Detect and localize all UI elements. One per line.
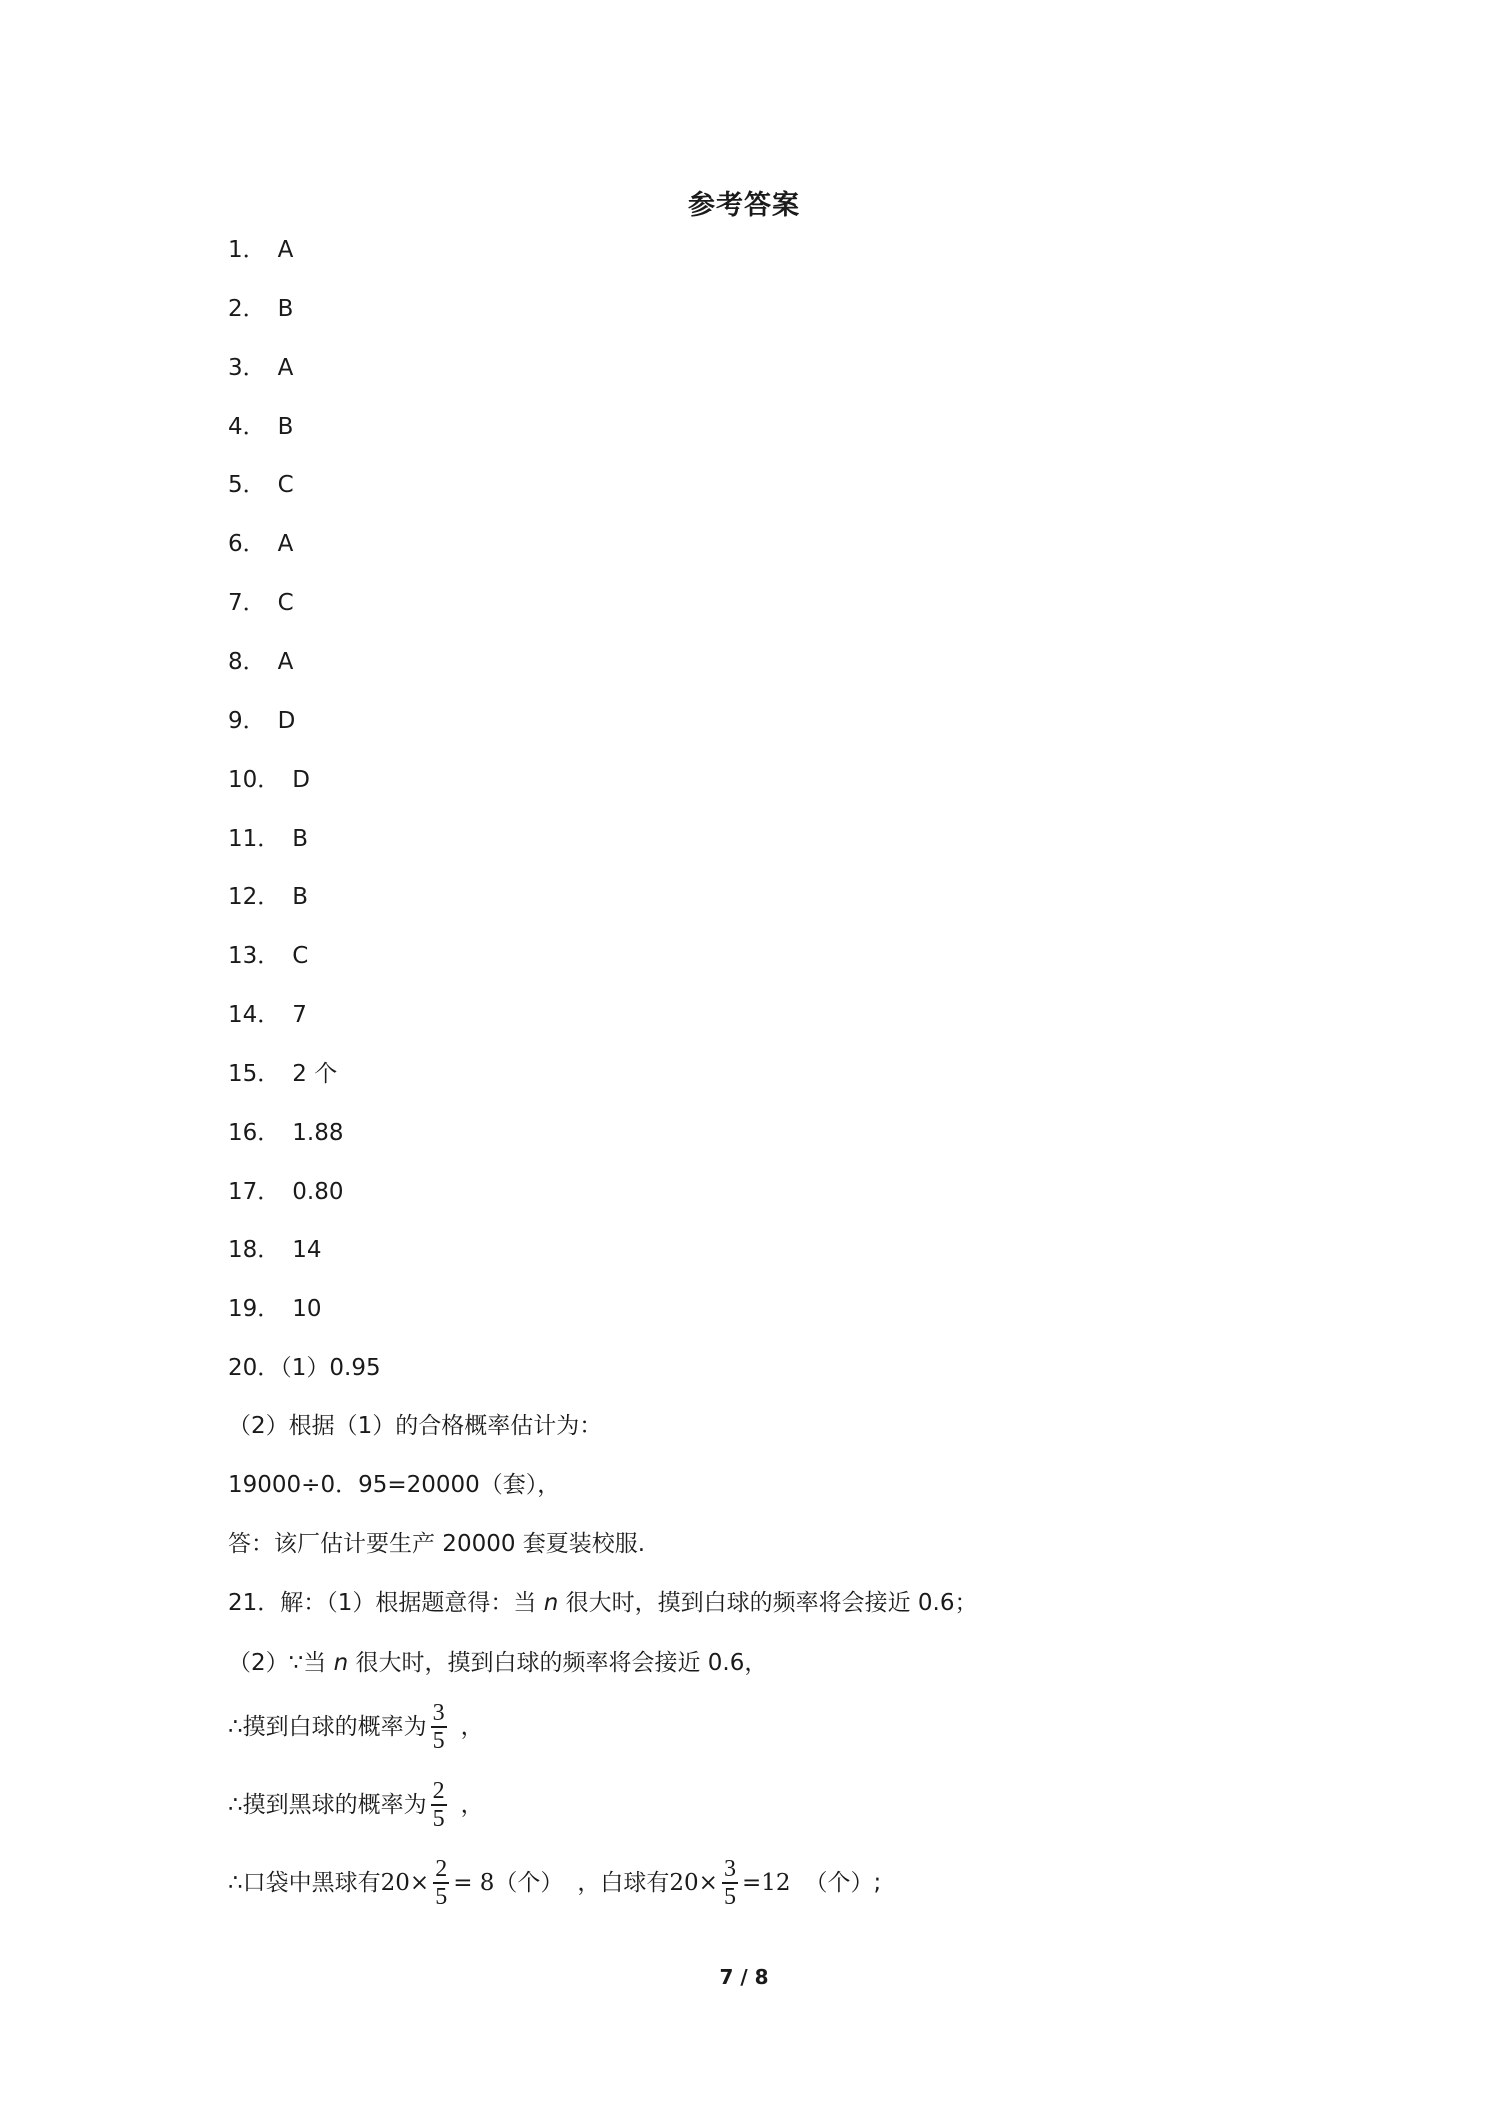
q21-l4-tail: ， — [460, 1792, 484, 1818]
answer-value: A — [277, 237, 294, 263]
answer-number: 16． — [228, 1120, 281, 1146]
answer-item — [228, 470, 294, 500]
answer-value: 7 — [292, 1002, 307, 1028]
answer-item — [228, 1118, 344, 1148]
q21-l2-text-b: 很大时，摸到白球的频率将会接近 0.6， — [348, 1650, 768, 1676]
answer-number: 4． — [228, 414, 266, 440]
answer-item — [228, 882, 308, 912]
answer-value: 10 — [292, 1296, 322, 1322]
q21-l5-expr-1: 20× — [380, 1870, 430, 1896]
q21-l2-variable: n — [333, 1650, 349, 1676]
answer-number: 11． — [228, 826, 281, 852]
answer-number: 5． — [228, 472, 266, 498]
answer-value: C — [277, 472, 294, 498]
q21-line-2 — [228, 1648, 767, 1678]
q21-l1-text-b: 很大时，摸到白球的频率将会接近 0.6； — [558, 1590, 978, 1616]
page-number: 7 / 8 — [719, 1965, 769, 1989]
answer-item — [228, 294, 293, 324]
answer-item — [228, 941, 308, 971]
q21-l5-expr-2: 20× — [669, 1870, 718, 1896]
answer-item — [228, 353, 293, 383]
q21-l1-variable: n — [543, 1590, 559, 1616]
answer-number: 19． — [228, 1296, 281, 1322]
q20-line-2: （2）根据（1）的合格概率估计为： — [228, 1413, 603, 1439]
answer-number: 7． — [228, 590, 266, 616]
answer-item — [228, 1235, 322, 1265]
q21-line-1 — [228, 1588, 978, 1618]
answer-value: A — [277, 649, 294, 675]
answer-item — [228, 235, 293, 265]
fraction-two-fifths: $\frac{2}{5}$ — [432, 1778, 445, 1832]
answer-value: A — [277, 355, 294, 381]
answer-number: 17． — [228, 1179, 281, 1205]
answer-value: 14 — [292, 1237, 322, 1263]
answer-item — [228, 1177, 344, 1207]
answer-value: B — [292, 826, 309, 852]
answer-number: 10． — [228, 767, 281, 793]
q21-l5-result-1: = 8 — [453, 1870, 495, 1896]
answer-value: C — [277, 590, 294, 616]
answer-number: 6． — [228, 531, 266, 557]
fraction-two-fifths-black: $\frac{2}{5}$ — [435, 1856, 448, 1910]
answer-number: 8． — [228, 649, 266, 675]
answer-item — [228, 706, 295, 736]
answer-value: 1.88 — [292, 1120, 344, 1146]
answer-item — [228, 529, 293, 559]
answer-number: 1． — [228, 237, 266, 263]
answer-number: 3． — [228, 355, 266, 381]
answer-value: B — [277, 296, 294, 322]
q21-l4-text: ∴摸到黑球的概率为 — [228, 1792, 427, 1818]
answer-value: 0.80 — [292, 1179, 344, 1205]
answer-value: B — [292, 884, 309, 910]
answer-value: D — [292, 767, 310, 793]
answer-number: 14． — [228, 1002, 281, 1028]
q21-line-4 — [228, 1775, 484, 1835]
answer-item — [228, 1000, 307, 1030]
fraction-three-fifths: $\frac{3}{5}$ — [432, 1700, 445, 1754]
answer-item — [228, 647, 293, 677]
q20-line-4: 答：该厂估计要生产 20000 套夏装校服. — [228, 1531, 646, 1557]
answer-item — [228, 588, 294, 618]
q21-l3-text: ∴摸到白球的概率为 — [228, 1714, 427, 1740]
fraction-three-fifths-white: $\frac{3}{5}$ — [723, 1856, 736, 1910]
q21-l3-tail: ， — [460, 1714, 484, 1740]
answer-item — [228, 824, 308, 854]
q21-line-3 — [228, 1697, 484, 1757]
answer-item — [228, 1294, 322, 1324]
q21-l5-text-mid: ，白球有 — [577, 1870, 670, 1896]
answer-number: 12． — [228, 884, 281, 910]
q20-line-1: 20．（1）0.95 — [228, 1355, 381, 1381]
q21-l5-text-a: ∴口袋中黑球有 — [228, 1870, 381, 1896]
answer-value: D — [277, 708, 296, 734]
answer-number: 13． — [228, 943, 281, 969]
q20-line-3: 19000÷0．95=20000（套）， — [228, 1472, 561, 1498]
answer-value: A — [277, 531, 294, 557]
q21-l5-unit-1: （个） — [494, 1870, 564, 1896]
q21-line-5 — [228, 1853, 881, 1913]
answer-value: B — [277, 414, 294, 440]
answer-number: 9． — [228, 708, 266, 734]
answer-value: C — [292, 943, 309, 969]
q21-l5-result-2: =12 — [741, 1870, 791, 1896]
answer-number: 2． — [228, 296, 266, 322]
q21-l2-text-a: （2）∵当 — [228, 1650, 334, 1676]
page-title: 参考答案 — [688, 190, 800, 221]
answer-number: 15． — [228, 1061, 281, 1087]
answer-item — [228, 765, 310, 795]
answer-number: 18． — [228, 1237, 281, 1263]
q21-l1-text-a: 21．解：（1）根据题意得：当 — [228, 1590, 544, 1616]
answer-value: 2 个 — [292, 1061, 338, 1087]
q21-l5-unit-2: （个）; — [804, 1870, 882, 1896]
answer-item — [228, 412, 293, 442]
answer-item — [228, 1059, 337, 1089]
